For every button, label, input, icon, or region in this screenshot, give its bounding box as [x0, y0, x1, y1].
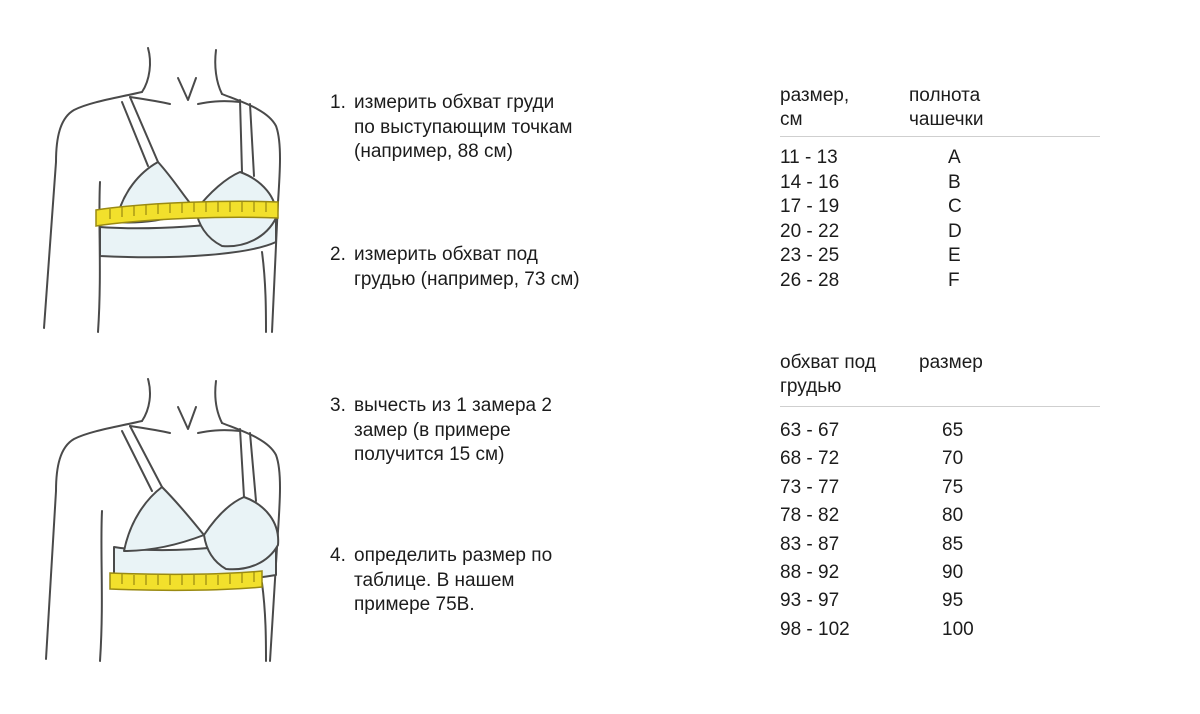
table-row [780, 417, 1100, 445]
header-divider [780, 136, 1100, 137]
table-row [780, 531, 1100, 559]
cup-size-table [780, 84, 1100, 291]
table-row [780, 244, 1100, 269]
step-text: измерить обхват груди по выступающим точкам (например, 88 см) [354, 92, 573, 162]
table-body [780, 417, 1100, 644]
step-number: 4. [330, 545, 346, 566]
value-cell: E [948, 245, 961, 266]
table-row [780, 269, 1100, 294]
range-cell: 78 - 82 [780, 505, 840, 527]
range-cell: 98 - 102 [780, 618, 850, 640]
table-row [780, 559, 1100, 587]
table-row [780, 474, 1100, 502]
value-cell: 85 [942, 533, 964, 555]
armpit-left [98, 182, 100, 332]
collarbone-line [130, 426, 240, 433]
left-strap-outer [122, 102, 148, 166]
measuring-tape-underbust [110, 571, 262, 590]
range-cell: 26 - 28 [780, 269, 840, 291]
neck-right-line [215, 381, 222, 423]
range-cell: 88 - 92 [780, 561, 840, 583]
value-cell: A [948, 147, 961, 168]
step-text: определить размер по таблице. В нашем примере 75B. [354, 545, 553, 615]
range-cell: 68 - 72 [780, 448, 840, 470]
range-cell: 14 - 16 [780, 171, 840, 193]
value-cell: C [948, 196, 962, 217]
left-cup [124, 487, 204, 551]
step-text: вычесть из 1 замера 2 замер (в примере получится 15 см) [354, 395, 552, 465]
neck-left-line [142, 48, 150, 92]
neck-right-line [215, 50, 222, 94]
table-row [780, 587, 1100, 615]
value-cell: D [948, 220, 962, 242]
value-cell: 70 [942, 448, 964, 470]
table-row [780, 445, 1100, 473]
neck-left-line [142, 379, 150, 421]
table-row [780, 171, 1100, 196]
instruction-step-2 [330, 243, 630, 292]
step-text: измерить обхват под грудью (например, 73 см) [354, 244, 580, 290]
table-header [780, 84, 1100, 132]
value-cell: 95 [942, 590, 964, 612]
range-cell: 73 - 77 [780, 476, 840, 498]
instruction-step-4 [330, 544, 630, 618]
neck-notch [178, 78, 196, 100]
value-cell: F [948, 269, 960, 291]
range-cell: 23 - 25 [780, 245, 840, 266]
right-strap-outer [250, 104, 254, 176]
table-row [780, 146, 1100, 171]
value-cell: 65 [942, 420, 964, 441]
instruction-step-1 [330, 91, 630, 165]
underbust-measurement-illustration [30, 375, 300, 665]
range-cell: 93 - 97 [780, 590, 840, 612]
header-cup: полнота чашечки [909, 85, 984, 130]
right-cup [204, 497, 278, 569]
instruction-step-3 [330, 394, 630, 468]
value-cell: 75 [942, 476, 964, 498]
right-strap [240, 429, 244, 497]
range-cell: 17 - 19 [780, 196, 840, 217]
step-number: 2. [330, 244, 346, 265]
bust-measurement-illustration [30, 42, 300, 334]
table-body [780, 146, 1100, 293]
right-strap [240, 100, 242, 172]
header-underbust: обхват под грудью [780, 352, 876, 397]
armpit-left [100, 511, 102, 661]
neck-notch [178, 407, 196, 429]
value-cell: 80 [942, 505, 964, 527]
table-row [780, 616, 1100, 644]
header-size: размер [919, 352, 983, 373]
value-cell: 100 [942, 618, 974, 640]
value-cell: 90 [942, 561, 964, 583]
table-row [780, 502, 1100, 530]
table-header [780, 351, 1100, 399]
value-cell: B [948, 171, 961, 193]
range-cell: 20 - 22 [780, 220, 840, 242]
header-difference: размер, см [780, 85, 850, 130]
band-size-table [780, 351, 1100, 640]
right-strap-outer [250, 433, 256, 501]
table-row [780, 220, 1100, 245]
step-number: 1. [330, 92, 346, 113]
bra-shape [114, 487, 278, 582]
range-cell: 11 - 13 [780, 147, 838, 168]
header-divider [780, 406, 1100, 407]
table-row [780, 195, 1100, 220]
range-cell: 63 - 67 [780, 420, 840, 441]
range-cell: 83 - 87 [780, 533, 840, 555]
arm-right-inner [262, 583, 266, 661]
step-number: 3. [330, 395, 346, 416]
collarbone-line [130, 97, 240, 104]
arm-right-inner [262, 252, 266, 332]
